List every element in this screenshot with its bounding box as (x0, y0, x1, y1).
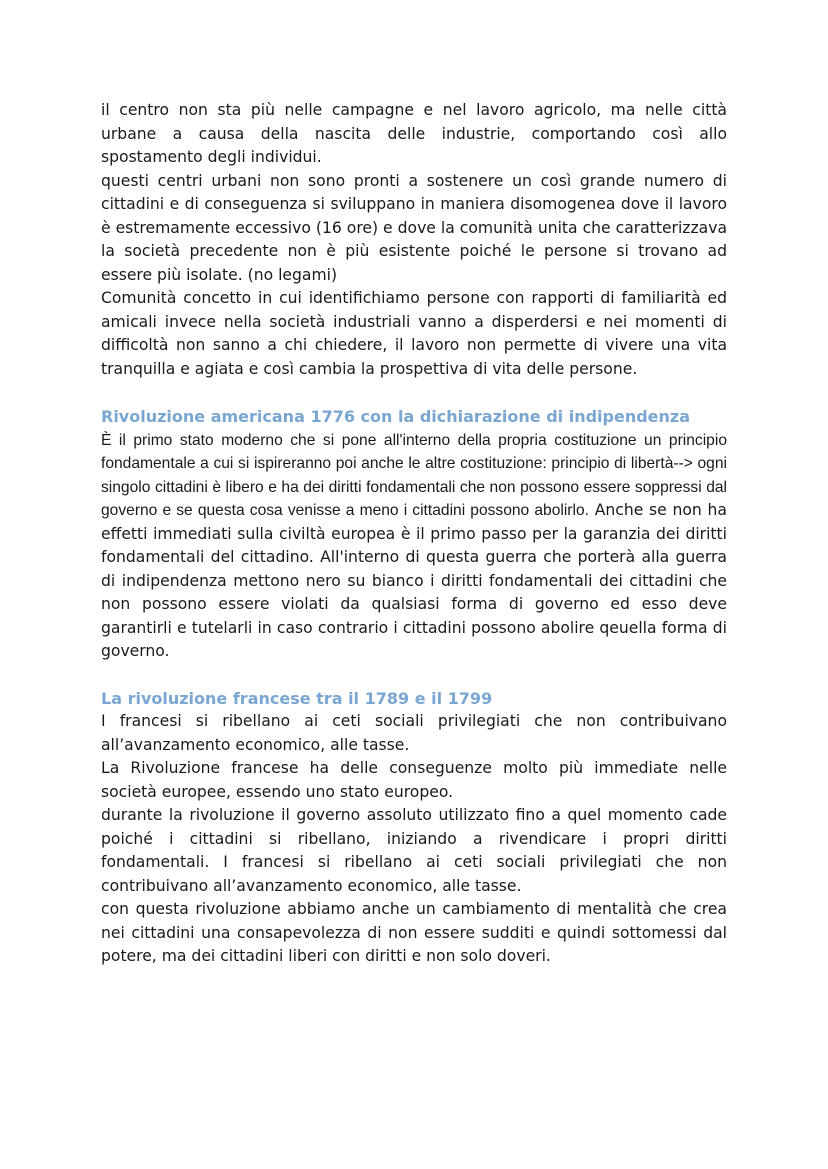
paragraph-intro-2: questi centri urbani non sono pronti a sostenere un così grande numero di cittadini e di conseguenza si sviluppano in maniera disomogenea dove il lavoro è estremamente eccessivo (16 ore) e dove la comunità unita che caratterizzava la società precedente non è più esistente poiché le persone si trovano ad essere più isolate. (no legami) (101, 171, 727, 284)
paragraph-intro-3: Comunità concetto in cui identifichiamo persone con rapporti di familiarità ed amicali invece nella società industriali vanno a disperdersi e nei momenti di difficoltà non sanno a chi chiedere, il lavoro non permette di vivere una vita tranquilla e agiata e così cambia la prospettiva di vita delle persone. (101, 289, 727, 378)
heading-american-revolution: Rivoluzione americana 1776 con la dichiarazione di indipendenza (101, 407, 691, 426)
paragraph-french-2: La Rivoluzione francese ha delle conseguenze molto più immediate nelle società europee, essendo uno stato europeo. (101, 759, 727, 801)
document-body (101, 99, 727, 969)
paragraph-intro-1: il centro non sta più nelle campagne e nel lavoro agricolo, ma nelle città urbane a causa della nascita delle industrie, comportando così allo spostamento degli individui. (101, 101, 727, 166)
paragraph-american-revolution (101, 429, 727, 664)
american-body-part-1: È il primo stato moderno che si pone all'interno della propria costituzione un principio fondamentale a cui si ispireranno poi anche le altre costituzione: principio di libertà--> ogni singolo cittadini è libero e ha dei diritti fondamentali che non possono essere soppressi dal governo e se questa cosa venisse a meno i cittadini possono abolirlo. (101, 431, 727, 519)
paragraph-french-4: con questa rivoluzione abbiamo anche un cambiamento di mentalità che crea nei cittadini una consapevolezza di non essere sudditi e quindi sottomessi dal potere, ma dei cittadini liberi con diritti e non solo doveri. (101, 900, 727, 965)
paragraph-french-1: I francesi si ribellano ai ceti sociali privilegiati che non contribuivano all’avanzamento economico, alle tasse. (101, 712, 727, 754)
heading-french-revolution: La rivoluzione francese tra il 1789 e il 1799 (101, 688, 493, 708)
paragraph-french-3: durante la rivoluzione il governo assoluto utilizzato fino a quel momento cade poiché i cittadini si ribellano, iniziando a rivendicare i propri diritti fondamentali. I francesi si ribellano ai ceti sociali privilegiati che non contribuivano all’avanzamento economico, alle tasse. (101, 806, 727, 895)
american-body-part-2: Anche se non ha effetti immediati sulla civiltà europea è il primo passo per la garanzia dei diritti fondamentali del cittadino. All'interno di questa guerra che porterà alla guerra di indipendenza mettono nero su bianco i diritti fondamentali dei cittadini che non possono essere violati da qualsiasi forma di governo ed esso deve garantirli e tutelarli in caso contrario i cittadini possono abolire qeuella forma di governo. (101, 501, 727, 660)
